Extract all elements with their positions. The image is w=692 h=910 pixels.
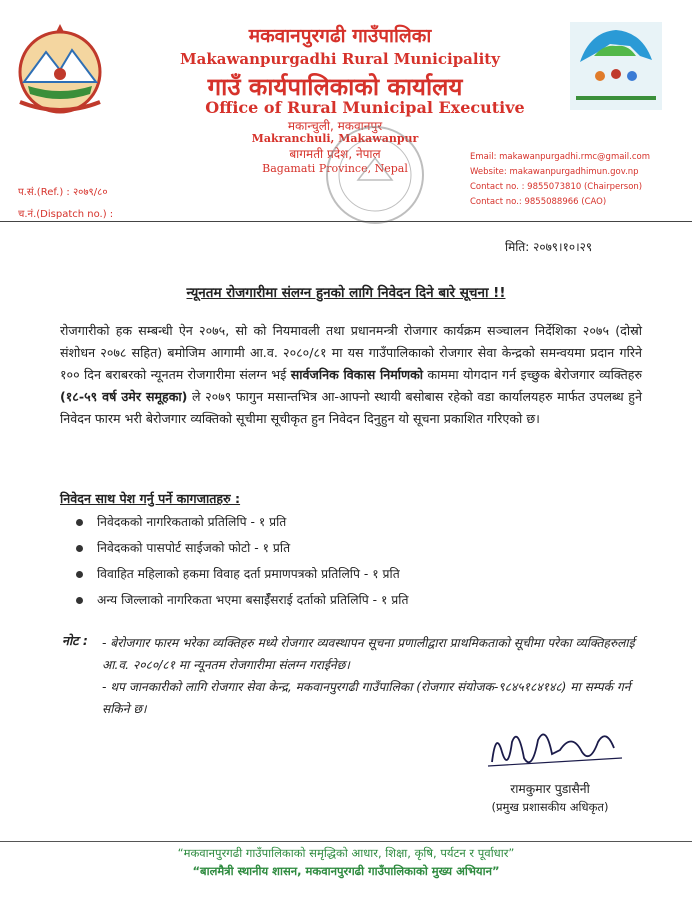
place-np: मकान्चुली, मकवानपुर: [287, 119, 383, 133]
office-seal-icon: [318, 120, 433, 230]
note-2: - थप जानकारीको लागि रोजगार सेवा केन्द्र, मकवानपुरगढी गाउँपालिका (रोजगार संयोजक-९८४५१८४१४८) मा सम्पर्क गर्न सकिने छ।: [102, 680, 631, 716]
nepal-emblem-icon: [10, 22, 110, 118]
signatory-title: (प्रमुख प्रशासकीय अधिकृत): [491, 800, 609, 814]
office-name-en: Office of Rural Municipal Executive: [205, 98, 525, 117]
province-np: बागमती प्रदेश, नेपाल: [289, 147, 381, 161]
body-bold-2: (१८-५९ वर्ष उमेर समूहका): [60, 389, 188, 404]
body-bold-1: सार्वजनिक विकास निर्माणको: [290, 367, 424, 382]
list-item: [76, 538, 409, 564]
list-item-text: अन्य जिल्लाको नागरिकता भएमा बसाईँसराई दर्ताको प्रतिलिपि - १ प्रति: [97, 593, 409, 607]
note-label: नोट :: [62, 633, 88, 648]
contact-block: [470, 150, 680, 210]
list-item: [76, 564, 409, 590]
bullet-icon: [76, 597, 83, 604]
bullet-icon: [76, 519, 83, 526]
reference-number: प.सं.(Ref.) : २०७९/८०: [18, 187, 108, 198]
website: Website: makawanpurgadhimun.gov.np: [470, 167, 639, 177]
footer-slogan-1: “मकवानपुरगढी गाउँपालिकाको समृद्धिको आधार, शिक्षा, कृषि, पर्यटन र पूर्वाधार”: [177, 846, 515, 860]
list-item-text: निवेदकको पासपोर्ट साईजको फोटो - १ प्रति: [97, 541, 291, 555]
header-divider: [0, 221, 692, 222]
contact-chairperson: Contact no. : 9855073810 (Chairperson): [470, 182, 643, 192]
body-text-2: काममा योगदान गर्न इच्छुक बेरोजगार व्यक्तिहरु: [423, 367, 643, 382]
documents-list: [76, 512, 409, 616]
footer-slogan-2: “बालमैत्री स्थानीय शासन, मकवानपुरगढी गाउँपालिकाको मुख्य अभियान”: [192, 864, 500, 878]
body-text-3: ले २०७९ फागुन मसान्तभित्र आ-आफ्नो स्थायी बसोबास रहेको वडा कार्यालयहरु मार्फत उपलब्ध हुने निवेदन फारम भरी बेरोजगार व्यक्तिको सूचीमा सूचीकृत हुन निवेदन दिनुहुन यो सूचना प्रकाशित गरिएको छ।: [60, 389, 642, 426]
bullet-icon: [76, 545, 83, 552]
documents-heading: निवेदन साथ पेश गर्नु पर्ने कागजातहरु :: [60, 491, 241, 506]
body-text-1: रोजगारीको हक सम्बन्धी ऐन २०७५, सो को नियमावली तथा प्रधानमन्त्री रोजगार कार्यक्रम सञ्चालन निर्देशिका २०७५ (दोस्रो संशोधन २०७८ सहित) बमोजिम आगामी आ.व. २०८०/८१ मा यस गाउँपालिकाको रोजगार सेवा केन्द्रको समन्वयमा प्रदान गरिने १०० दिन बराबरको न्यूनतम रोजगारीमा संलग्न भई: [60, 323, 642, 382]
municipality-name-np: मकवानपुरगढी गाउँपालिका: [248, 25, 432, 47]
note-1: - बेरोजगार फारम भरेका व्यक्तिहरु मध्ये रोजगार व्यवस्थापन सूचना प्रणालीद्वारा प्राथमिकताको सूचीमा परेका व्यक्तिहरुलाई आ.व. २०८०/८१ मा न्यूनतम रोजगारीमा संलग्न गराईनेछ।: [102, 636, 635, 672]
dispatch-number: च.नं.(Dispatch no.) :: [18, 209, 114, 220]
office-name-np: गाउँ कार्यपालिकाको कार्यालय: [207, 73, 463, 101]
list-item: [76, 590, 409, 616]
notice-subject: न्यूनतम रोजगारीमा संलग्न हुनको लागि निवेदन दिने बारे सूचना !!: [186, 285, 506, 301]
bullet-icon: [76, 571, 83, 578]
reference-block: [18, 182, 113, 226]
list-item-text: विवाहित महिलाको हकमा विवाह दर्ता प्रमाणपत्रको प्रतिलिपि - १ प्रति: [97, 567, 400, 581]
municipality-logo-icon: [570, 22, 662, 110]
handwritten-signature: [482, 722, 632, 777]
footer-divider: [0, 841, 692, 842]
municipality-name-en: Makawanpurgadhi Rural Municipality: [180, 50, 500, 68]
place-en: Makranchuli, Makawanpur: [251, 132, 419, 145]
list-item-text: निवेदकको नागरिकताको प्रतिलिपि - १ प्रति: [97, 515, 287, 529]
notice-date: मिति: २०७९।१०।२९: [505, 240, 593, 254]
contact-cao: Contact no.: 9855088966 (CAO): [470, 197, 607, 207]
signatory-name: रामकुमार पुडासैनी: [510, 782, 590, 796]
province-en: Bagamati Province, Nepal: [262, 162, 408, 175]
notice-body: [60, 320, 642, 430]
list-item: [76, 512, 409, 538]
email: Email: makawanpurgadhi.rmc@gmail.com: [470, 152, 651, 162]
